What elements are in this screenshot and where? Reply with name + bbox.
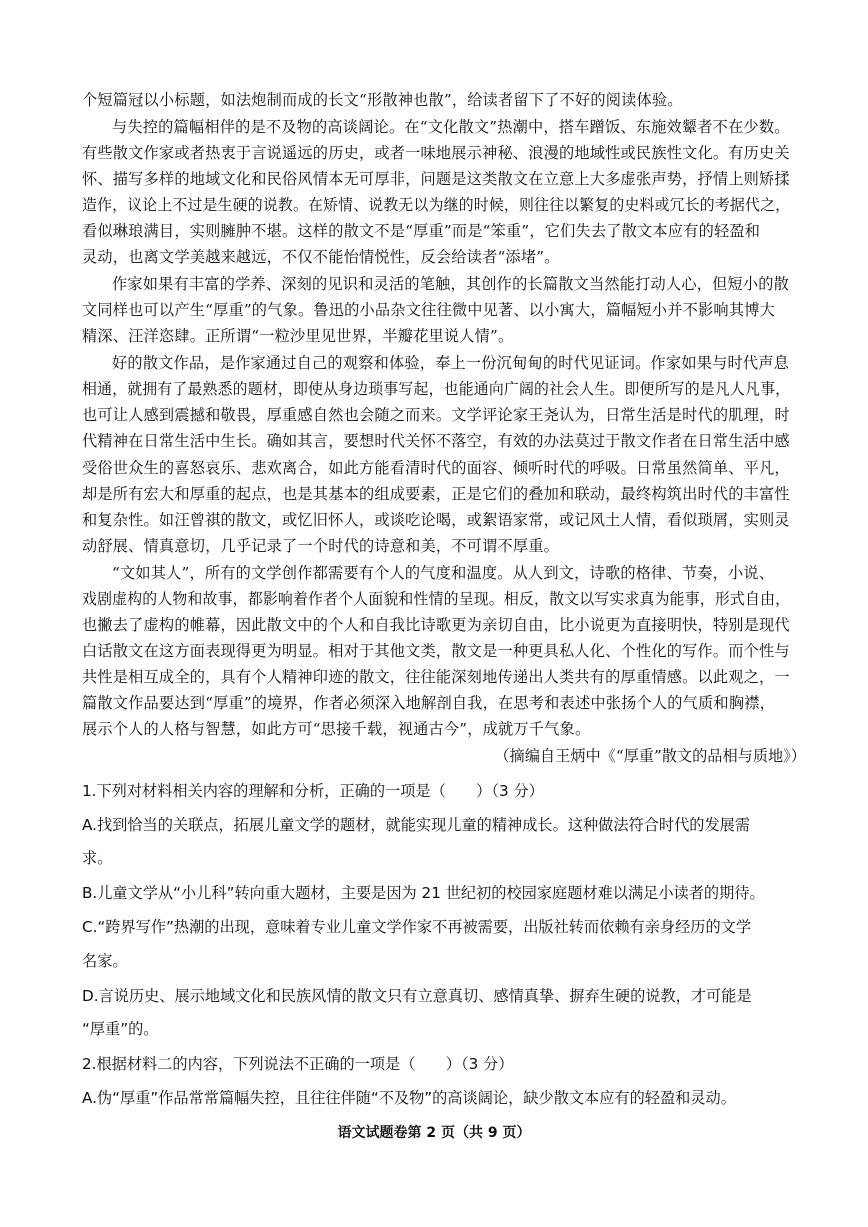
passage-line: “文如其人”，所有的文学创作都需要有个人的气度和温度。从人到文，诗歌的格律、节奏，小说、 — [112, 564, 775, 582]
passage-line: 戏剧虚构的人物和故事，都影响着作者个人面貌和性情的呈现。相反，散文以写实求真为能事，形式自由， — [82, 590, 791, 608]
passage-line: 文同样也可以产生“厚重”的气象。鲁迅的小品杂文往往微中见著、以小寓大，篇幅短小并不影响其博大 — [82, 301, 775, 319]
question-2-option-a: A.伪“厚重”作品常常篇幅失控，且往往伴随“不及物”的高谈阔论，缺少散文本应有的轻盈和灵动。 — [82, 1089, 736, 1107]
question-1-stem: 1.下列对材料相关内容的理解和分析，正确的一项是（ ）（3 分） — [82, 782, 544, 800]
passage-line: 篇散文作品要达到“厚重”的境界，作者必须深入地解剖自我，在思考和表述中张扬个人的气质和胸襟， — [82, 694, 775, 712]
passage-line: 却是所有宏大和厚重的起点，也是其基本的组成要素，正是它们的叠加和联动，最终构筑出时代的丰富性 — [82, 485, 790, 503]
passage-line: 好的散文作品，是作家通过自己的观察和体验，奉上一份沉甸甸的时代见证词。作家如果与时代声息 — [112, 354, 790, 372]
passage-line: 受俗世众生的喜怒哀乐、悲欢离合，如此方能看清时代的面容、倾听时代的呼吸。日常虽然简单、平凡， — [82, 459, 790, 477]
question-1-option-a-cont: 求。 — [82, 849, 113, 867]
passage-line: 看似琳琅满目，实则臃肿不堪。这样的散文不是“厚重”而是“笨重”，它们失去了散文本应有的轻盈和 — [82, 222, 761, 240]
passage-line: 精深、汪洋恣肆。正所谓“一粒沙里见世界，半瓣花里说人情”。 — [82, 327, 514, 345]
passage-line: 共性是相互成全的，具有个人精神印迹的散文，往往能深刻地传递出人类共有的厚重情感。以此观之，一 — [82, 668, 790, 686]
question-1-option-d: D.言说历史、展示地域文化和民族风情的散文只有立意真切、感情真挚、摒弃生硬的说教，才可能是 — [82, 987, 752, 1005]
question-1-option-c: C.“跨界写作”热潮的出现，意味着专业儿童文学作家不再被需要，出版社转而依赖有亲身经历的文学 — [82, 918, 752, 936]
passage-line: 作家如果有丰富的学养、深刻的见识和灵活的笔触，其创作的长篇散文当然能打动人心，但短小的散 — [112, 275, 790, 293]
question-1-option-b: B.儿童文学从“小儿科”转向重大题材，主要是因为 21 世纪初的校园家庭题材难以满足小读者的期待。 — [82, 884, 765, 902]
passage-line: 个短篇冠以小标题，如法炮制而成的长文“形散神也散”，给读者留下了不好的阅读体验。 — [82, 91, 683, 109]
question-1-option-a: A.找到恰当的关联点，拓展儿童文学的题材，就能实现儿童的精神成长。这种做法符合时代的发展需 — [82, 816, 751, 834]
passage-line: 代精神在日常生活中生长。确如其言，要想时代关怀不落空，有效的办法莫过于散文作者在日常生活中感 — [82, 432, 790, 450]
passage-line: 展示个人的人格与智慧，如此方可“思接千载，视通古今”，成就万千气象。 — [82, 720, 591, 738]
passage-line: 和复杂性。如汪曾祺的散文，或忆旧怀人，或谈吃论喝，或絮语家常，或记风土人情，看似琐屑，实则灵 — [82, 511, 790, 529]
passage-line: 也撇去了虚构的帷幕，因此散文中的个人和自我比诗歌更为亲切自由，比小说更为直接明快，特别是现代 — [82, 616, 790, 634]
question-1-option-c-cont: 名家。 — [82, 952, 128, 970]
passage-line: 白话散文在这方面表现得更为明显。相对于其他文类，散文是一种更具私人化、个性化的写作。而个性与 — [82, 642, 790, 660]
passage-line: 灵动，也离文学美越来越远，不仅不能怡情悦性，反会给读者“添堵”。 — [82, 248, 560, 266]
question-2-stem: 2.根据材料二的内容，下列说法不正确的一项是（ ）（3 分） — [82, 1055, 514, 1073]
passage-line: 也可让人感到震撼和敬畏，厚重感自然也会随之而来。文学评论家王尧认为，日常生活是时代的肌理，时 — [82, 406, 790, 424]
passage-line: 有些散文作家或者热衷于言说遥远的历史，或者一味地展示神秘、浪漫的地域性或民族性文化。有历史关 — [82, 144, 790, 162]
passage-source: （摘编自王炳中《“厚重”散文的品相与质地》） — [494, 747, 806, 765]
passage-line: 怀、描写多样的地域文化和民俗风情本无可厚非，问题是这类散文在立意上大多虚张声势，抒情上则矫揉 — [82, 170, 790, 188]
question-1-option-d-cont: “厚重”的。 — [82, 1020, 159, 1038]
passage-line: 造作，议论上不过是生硬的说教。在矫情、说教无以为继的时候，则往往以繁复的史料或冗长的考据代之， — [82, 196, 791, 214]
passage-line: 与失控的篇幅相伴的是不及物的高谈阔论。在“文化散文”热潮中，搭车蹭饭、东施效颦者不在少数。 — [112, 118, 790, 136]
passage-line: 相通，就拥有了最熟悉的题材，即使从身边琐事写起，也能通向广阔的社会人生。即便所写的是凡人凡事， — [82, 380, 791, 398]
passage-line: 动舒展、情真意切，几乎记录了一个时代的诗意和美，不可谓不厚重。 — [82, 537, 560, 555]
page-footer: 语文试题卷第 2 页（共 9 页） — [337, 1125, 531, 1141]
